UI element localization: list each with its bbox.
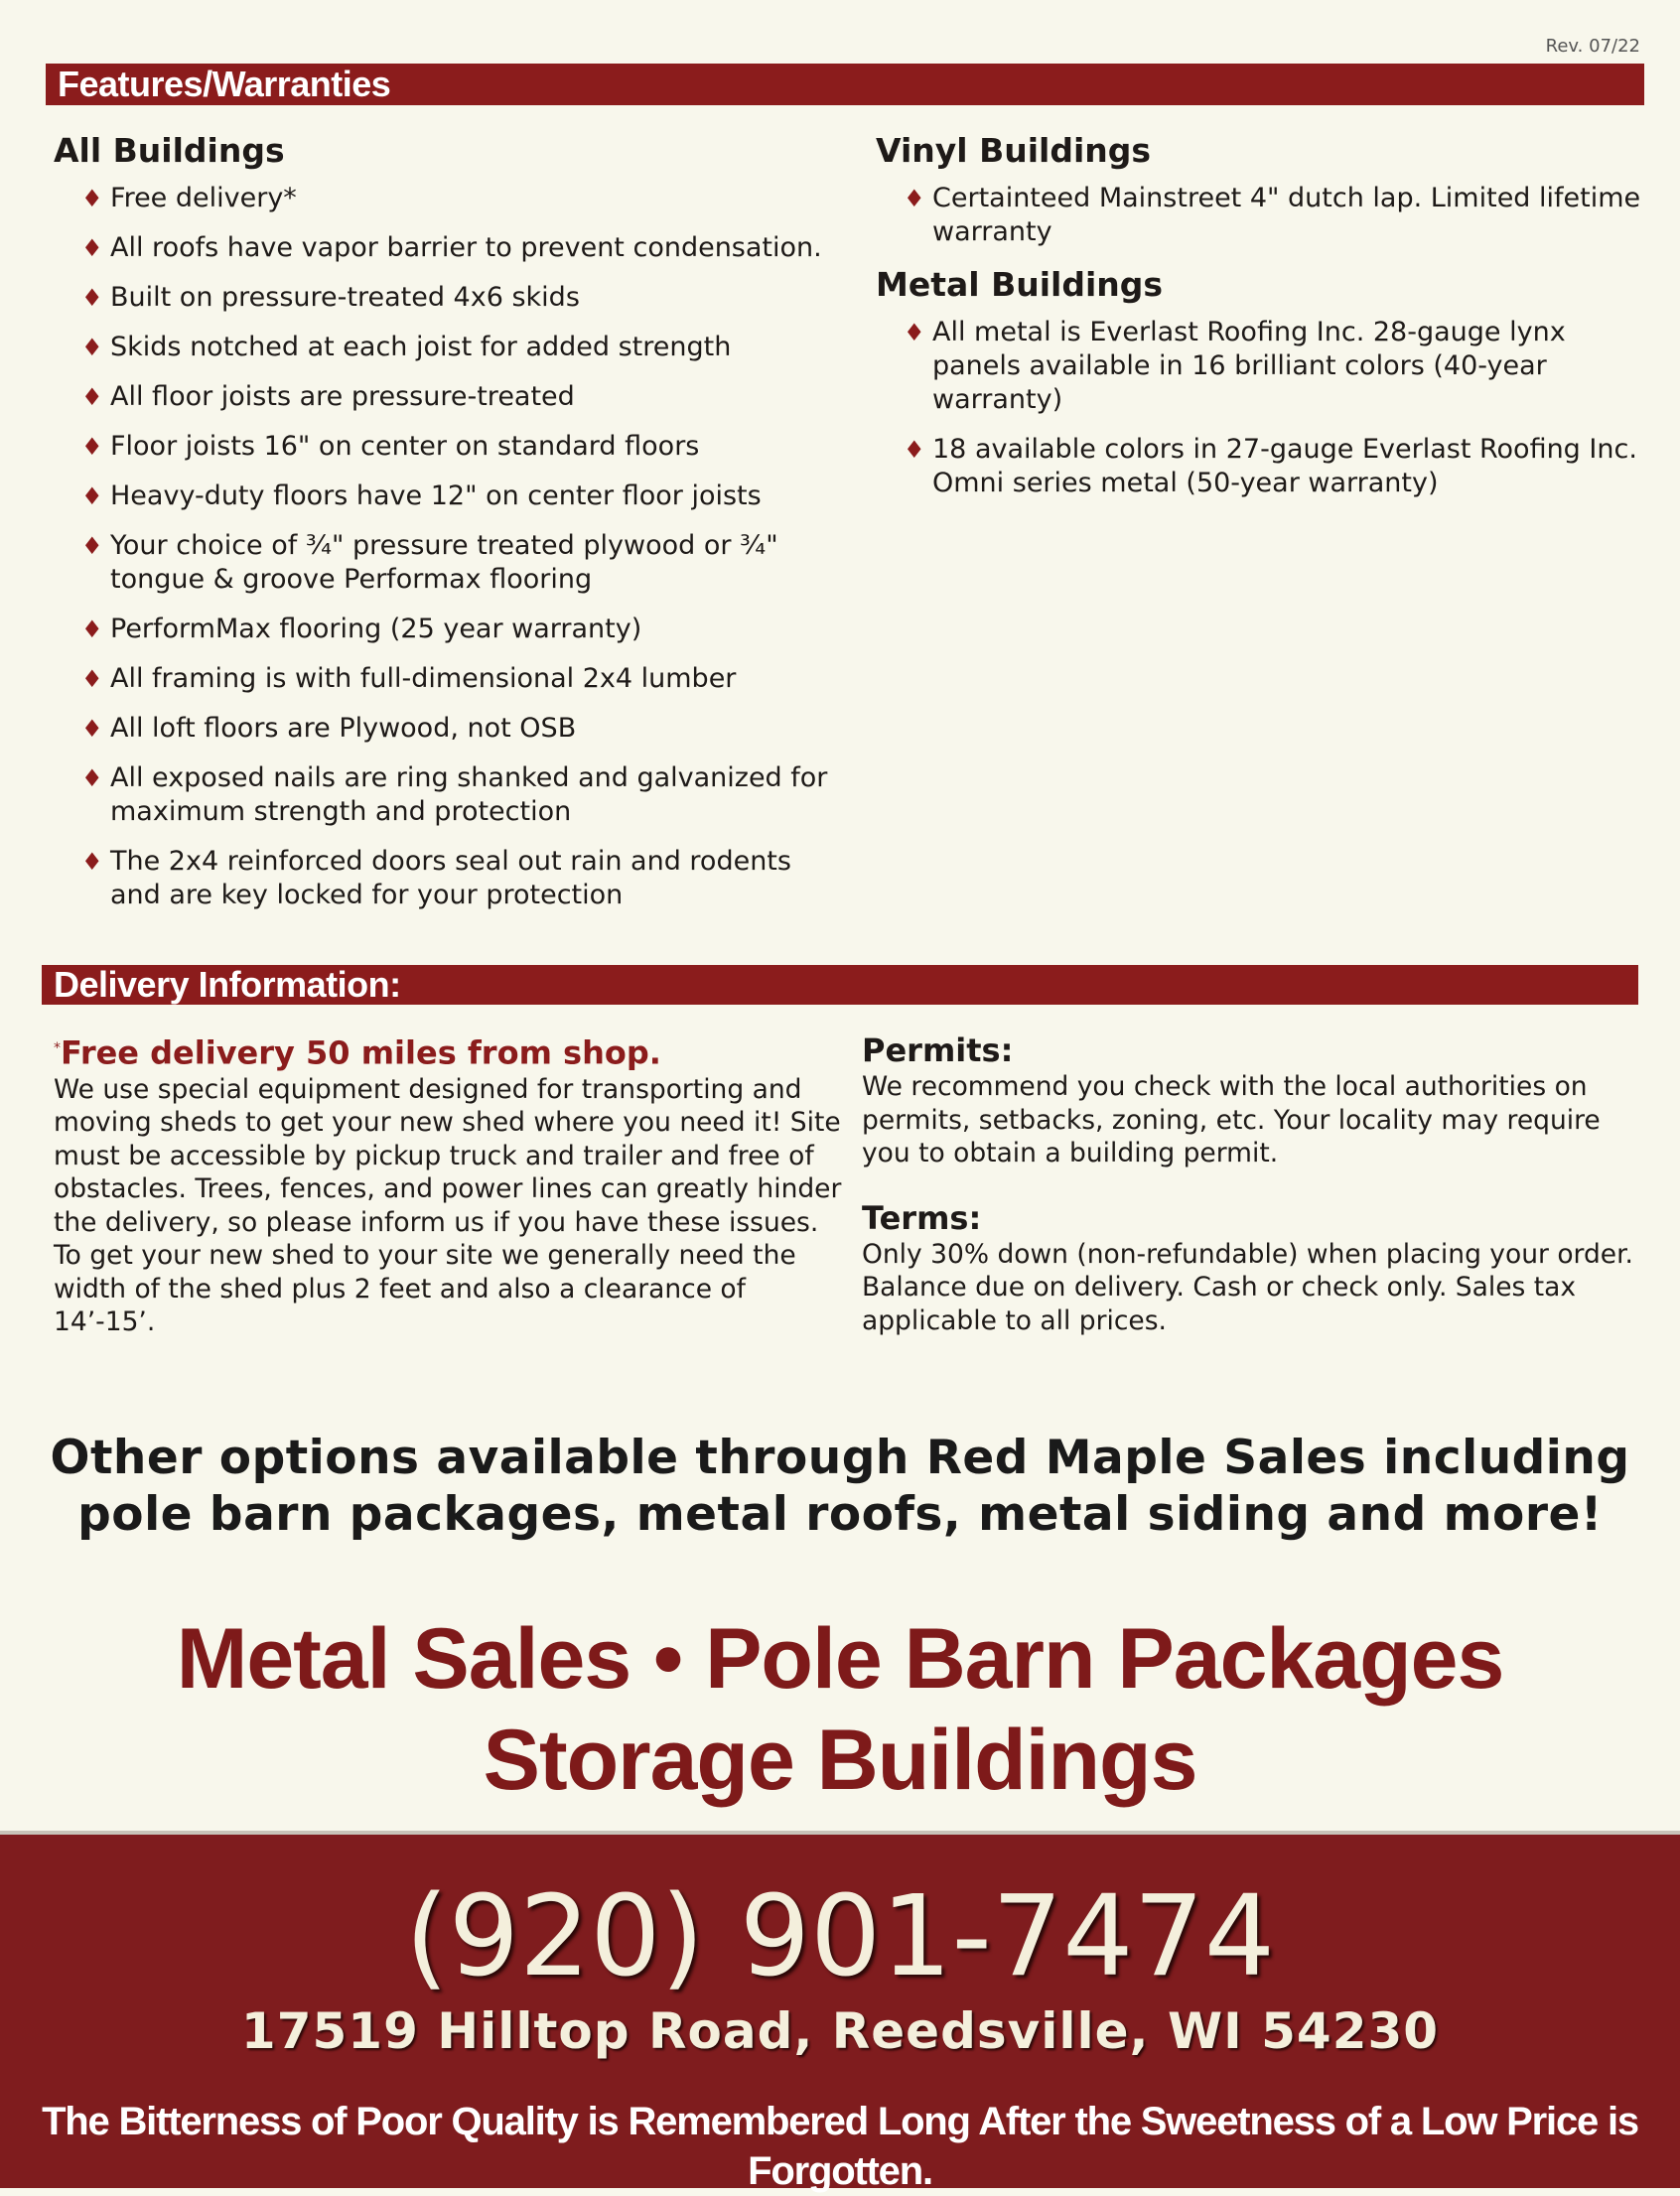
diamond-bullet-icon: ♦ — [81, 234, 103, 262]
address: 17519 Hilltop Road, Reedsville, WI 54230 — [240, 2002, 1440, 2060]
all-buildings-item — [81, 845, 848, 912]
all-buildings-item — [81, 231, 848, 265]
all-buildings-item — [81, 430, 848, 464]
brand-line-2: Storage Buildings — [483, 1713, 1197, 1808]
vinyl-buildings-list — [876, 182, 1650, 249]
all-buildings-item — [81, 380, 848, 414]
other-options-text — [0, 1430, 1680, 1543]
all-buildings-item — [81, 281, 848, 315]
vinyl-buildings-item — [904, 182, 1650, 249]
brand-line-1: Metal Sales • Pole Barn Packages — [176, 1611, 1504, 1707]
all-buildings-column — [54, 131, 848, 928]
permits-terms-block — [862, 1030, 1646, 1337]
delivery-section-header: Delivery Information: — [42, 965, 1638, 1005]
diamond-bullet-icon: ♦ — [81, 482, 103, 510]
metal-buildings-item-text: 18 available colors in 27-gauge Everlast Roofing Inc. Omni series metal (50-year warranty) — [932, 434, 1637, 498]
metal-buildings-heading: Metal Buildings — [876, 265, 1164, 304]
free-delivery-asterisk: * — [54, 1040, 61, 1056]
all-buildings-item-text: Floor joists 16" on center on standard floors — [110, 431, 700, 462]
features-section-header: Features/Warranties — [46, 64, 1644, 105]
diamond-bullet-icon: ♦ — [81, 764, 103, 792]
diamond-bullet-icon: ♦ — [81, 848, 103, 876]
all-buildings-item — [81, 662, 848, 696]
diamond-bullet-icon: ♦ — [81, 284, 103, 312]
all-buildings-item — [81, 529, 848, 597]
all-buildings-item-text: All floor joists are pressure-treated — [110, 381, 575, 412]
phone-number[interactable]: (920) 901-7474 — [405, 1872, 1275, 2001]
metal-buildings-item-text: All metal is Everlast Roofing Inc. 28-gauge lynx panels available in 16 brilliant colors (40-year warranty) — [932, 317, 1566, 415]
vinyl-buildings-item-text: Certainteed Mainstreet 4" dutch lap. Limited lifetime warranty — [932, 183, 1641, 247]
revision-label: Rev. 07/22 — [1545, 36, 1640, 57]
permits-text: We recommend you check with the local authorities on permits, setbacks, zoning, etc. Your locality may require you to obtain a building permit. — [862, 1071, 1601, 1168]
vinyl-buildings-heading: Vinyl Buildings — [876, 131, 1152, 170]
all-buildings-item-text: The 2x4 reinforced doors seal out rain and rodents and are key locked for your protection — [110, 846, 791, 910]
all-buildings-item-text: Built on pressure-treated 4x6 skids — [110, 282, 580, 313]
metal-buildings-item — [904, 316, 1650, 417]
diamond-bullet-icon: ♦ — [904, 185, 925, 212]
all-buildings-item-text: All framing is with full-dimensional 2x4 lumber — [110, 663, 737, 694]
slogan: The Bitterness of Poor Quality is Remembered Long After the Sweetness of a Low Price is Forgotten. — [42, 2100, 1638, 2193]
all-buildings-item — [81, 712, 848, 746]
all-buildings-item-text: All loft floors are Plywood, not OSB — [110, 713, 577, 744]
all-buildings-item-text: All roofs have vapor barrier to prevent condensation. — [110, 232, 822, 263]
all-buildings-item — [81, 613, 848, 646]
all-buildings-item — [81, 182, 848, 215]
permits-heading: Permits: — [862, 1031, 1014, 1069]
free-delivery-title: *Free delivery 50 miles from shop. — [54, 1033, 661, 1072]
diamond-bullet-icon: ♦ — [81, 532, 103, 560]
all-buildings-item-text: Heavy-duty floors have 12" on center floor joists — [110, 480, 762, 511]
all-buildings-heading: All Buildings — [54, 131, 285, 170]
free-delivery-block — [54, 1029, 848, 1339]
other-options-line-1: Other options available through Red Maple Sales including — [50, 1431, 1630, 1485]
diamond-bullet-icon: ♦ — [81, 185, 103, 212]
all-buildings-item-text: PerformMax flooring (25 year warranty) — [110, 614, 642, 644]
vinyl-metal-column — [876, 131, 1650, 516]
all-buildings-item-text: All exposed nails are ring shanked and galvanized for maximum strength and protection — [110, 762, 828, 827]
diamond-bullet-icon: ♦ — [81, 665, 103, 693]
metal-buildings-list — [876, 316, 1650, 500]
diamond-bullet-icon: ♦ — [904, 319, 925, 346]
diamond-bullet-icon: ♦ — [81, 383, 103, 411]
other-options-line-2: pole barn packages, metal roofs, metal siding and more! — [77, 1487, 1603, 1542]
diamond-bullet-icon: ♦ — [904, 436, 925, 464]
all-buildings-list — [54, 182, 848, 912]
brand-tagline — [0, 1608, 1680, 1811]
contact-footer — [0, 1831, 1680, 2193]
all-buildings-item — [81, 331, 848, 364]
diamond-bullet-icon: ♦ — [81, 433, 103, 461]
diamond-bullet-icon: ♦ — [81, 616, 103, 643]
diamond-bullet-icon: ♦ — [81, 715, 103, 743]
all-buildings-item — [81, 761, 848, 829]
all-buildings-item-text: Skids notched at each joist for added strength — [110, 332, 732, 362]
all-buildings-item-text: Your choice of ¾" pressure treated plywood or ¾" tongue & groove Performax flooring — [110, 530, 778, 595]
metal-buildings-item — [904, 433, 1650, 500]
all-buildings-item — [81, 480, 848, 513]
terms-text: Only 30% down (non-refundable) when placing your order. Balance due on delivery. Cash or check only. Sales tax applicable to all prices. — [862, 1238, 1633, 1336]
free-delivery-text: We use special equipment designed for transporting and moving sheds to get your new shed where you need it! Site must be accessible by pickup truck and trailer and free of obstacles. Trees, fences, and power lines can greatly hinder the delivery, so please inform us if you have these issues. To get your new shed to your site we generally need the width of the shed plus 2 feet and also a clearance of 14’-15’. — [54, 1073, 842, 1338]
terms-heading: Terms: — [862, 1198, 982, 1237]
diamond-bullet-icon: ♦ — [81, 334, 103, 361]
all-buildings-item-text: Free delivery* — [110, 183, 297, 213]
